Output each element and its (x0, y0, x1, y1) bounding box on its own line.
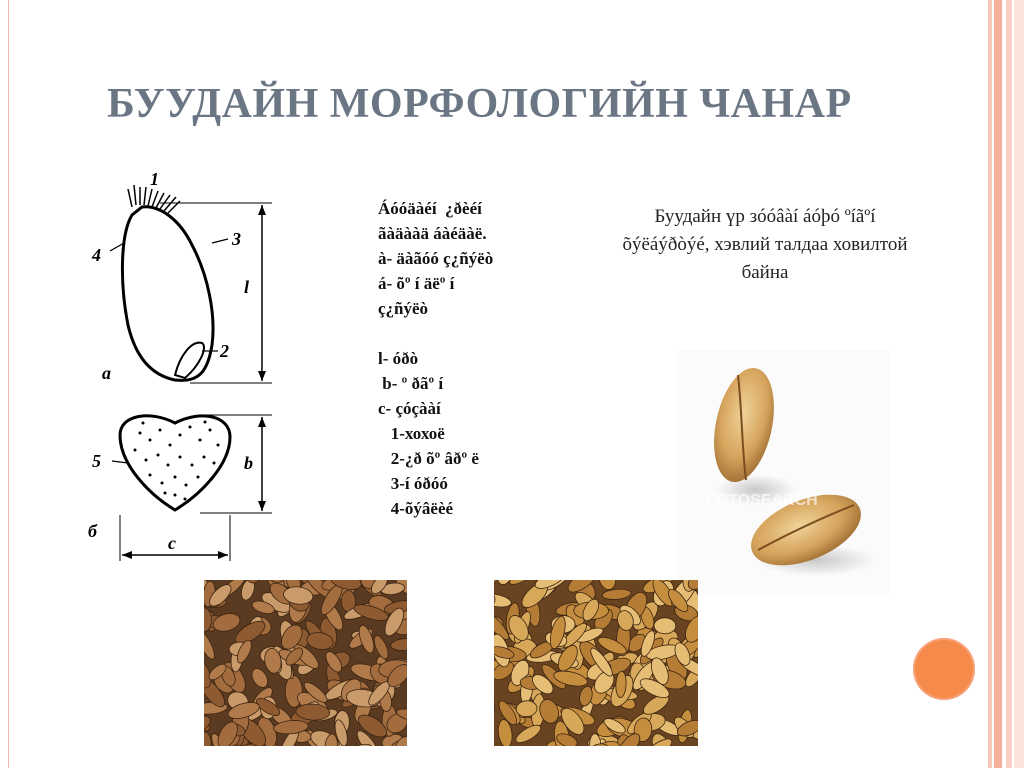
wheat-grains-svg (676, 350, 890, 596)
wheat-grains-photo (676, 350, 890, 596)
grain-kernel (654, 618, 676, 634)
diagram-label-c: c (168, 533, 176, 553)
decor-stripe (988, 0, 992, 768)
legend-line: c- çóçààí (378, 399, 441, 418)
diagram-label-2: 2 (220, 341, 229, 361)
legend-line: á- õº í äëº í (378, 274, 455, 293)
grain-pile-svg (204, 580, 407, 746)
watermark-text: FOTOSEARCH (706, 492, 818, 509)
diagram-label-a: a (102, 363, 111, 383)
diagram-label-4: 4 (92, 245, 101, 265)
grain-diagram-svg (80, 165, 300, 575)
diagram-legend (378, 196, 598, 521)
diagram-label-5: 5 (92, 451, 101, 471)
legend-line: 4-õýâëèé (378, 499, 454, 518)
diagram-label-1: 1 (150, 169, 159, 189)
legend-line: 2-¿ð õº âðº ë (378, 449, 479, 468)
decor-orange-circle (913, 638, 975, 700)
legend-line: b- º ðãº í (378, 374, 444, 393)
legend-line: à- äàãóó ç¿ñýëò (378, 249, 494, 268)
diagram-label-b: b (244, 453, 253, 473)
legend-gap (378, 321, 598, 346)
decor-stripe (994, 0, 1002, 768)
decor-stripe (1014, 0, 1024, 768)
legend-line: 1-хохоë (378, 424, 445, 443)
decor-stripe (1006, 0, 1012, 768)
legend-line: ãàäààä áàéäàë. (378, 224, 487, 243)
grain-caption: Буудайн үр зóóâàí áóþó ºíãºí õýëáýðòýé, хэвлий талдаа ховилтой байна (622, 206, 908, 283)
diagram-label-l: l (244, 277, 250, 297)
slide-title: БУУДАЙН МОРФОЛОГИЙН ЧАНАР (107, 81, 852, 127)
diagram-label-3: 3 (232, 229, 241, 249)
legend-line: l- óðò (378, 349, 419, 368)
grain-pile-photo-right (494, 580, 698, 746)
legend-line: Áóóäàéí ¿ðèéí (378, 199, 482, 218)
legend-line: ç¿ñýëò (378, 299, 429, 318)
grain-pile-photo-left (204, 580, 407, 746)
diagram-label-b-cyr: б (88, 521, 97, 541)
legend-line: 3-í óðóó (378, 474, 448, 493)
grain-diagram (80, 165, 300, 575)
grain-pile-svg (494, 580, 698, 746)
